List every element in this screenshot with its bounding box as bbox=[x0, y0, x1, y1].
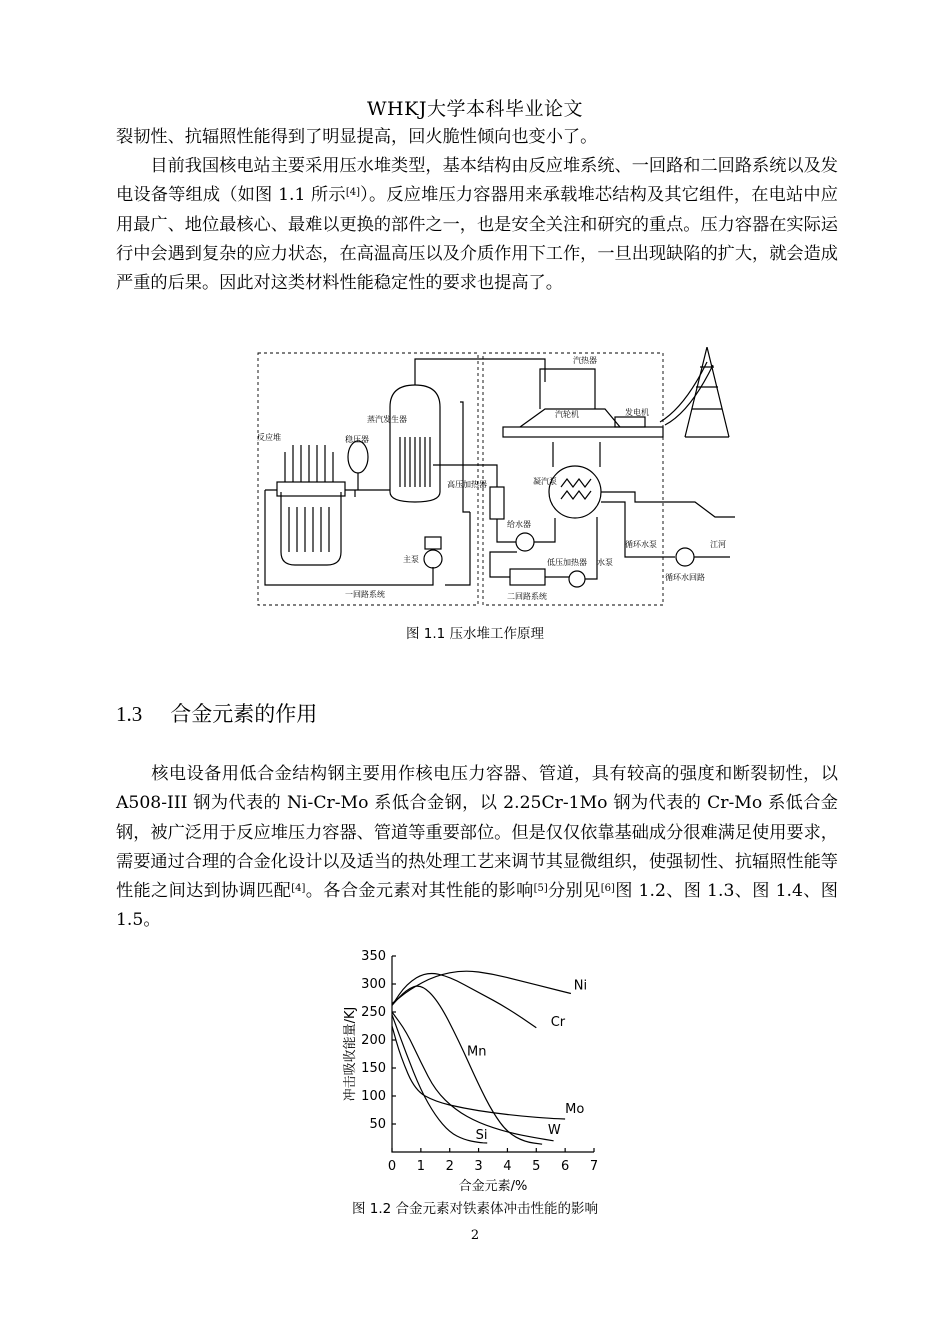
y-tick-label: 150 bbox=[361, 1061, 386, 1076]
paragraph-2: 目前我国核电站主要采用压水堆类型，基本结构由反应堆系统、一回路和二回路系统以及发电设备等组成（如图 1.1 所示[4]）。反应堆压力容器用来承载堆芯结构及其它组件，在电站中应用最广、地位最核心、最难以更换的部件之一，也是安全关注和研究的重点。压力容器在实际运行中会遇到复杂的应力状态，在高温高压以及介质作用下工作，一旦出现缺陷的扩大，就会造成严重的后果。因此对这类材料性能稳定性的要求也提高了。 bbox=[116, 156, 838, 294]
y-axis-label: 冲击吸收能量/KJ bbox=[343, 1006, 358, 1102]
series-label-w: W bbox=[547, 1123, 561, 1139]
label-river: 江河 bbox=[710, 540, 726, 549]
series-label-si: Si bbox=[475, 1128, 488, 1144]
label-steam-generator: 蒸汽发生器 bbox=[367, 415, 407, 424]
y-tick-label: 200 bbox=[361, 1033, 386, 1048]
series-line-mn bbox=[392, 986, 542, 1144]
x-axis-label: 合金元素/% bbox=[458, 1179, 528, 1192]
label-feedwater: 给水器 bbox=[507, 520, 531, 529]
y-tick-label: 300 bbox=[361, 977, 386, 992]
label-main-pump: 主泵 bbox=[403, 555, 419, 564]
label-reactor: 反应堆 bbox=[257, 433, 281, 442]
figure-2-caption: 图 1.2 合金元素对铁素体冲击性能的影响 bbox=[351, 1201, 599, 1217]
paragraph-1: 裂韧性、抗辐照性能得到了明显提高，回火脆性倾向也变小了。 bbox=[116, 127, 598, 147]
series-label-mo: Mo bbox=[565, 1101, 585, 1117]
label-secondary-loop: 二回路系统 bbox=[507, 592, 547, 601]
series-label-cr: Cr bbox=[550, 1015, 566, 1030]
label-generator: 发电机 bbox=[625, 408, 649, 417]
series-line-mo bbox=[392, 1026, 565, 1119]
page-number: 2 bbox=[470, 1228, 480, 1243]
page-header: WHKJ大学本科毕业论文 bbox=[367, 98, 583, 120]
figure-1-caption: 图 1.1 压水堆工作原理 bbox=[405, 626, 545, 642]
y-tick-label: 100 bbox=[361, 1089, 386, 1104]
y-tick-label: 250 bbox=[361, 1005, 386, 1020]
chart-axes bbox=[392, 956, 594, 1152]
series-label-mn: Mn bbox=[467, 1044, 487, 1060]
x-tick-label: 4 bbox=[503, 1159, 512, 1174]
paragraph-3: 核电设备用低合金结构钢主要用作核电压力容器、管道，具有较高的强度和断裂韧性，以 A508-III 钢为代表的 Ni-Cr-Mo 系低合金钢，以 2.25Cr-1Mo 钢为代表的 Cr-Mo 系低合金钢，被广泛用于反应堆压力容器、管道等重要部位。但是仅仅依靠基础成分很难满足使用要求，需要通过合理的合金化设计以及适当的热处理工艺来调节其显微组织，使强韧性、抗辐照性能等性能之间达到协调匹配[4]。各合金元素对其性能的影响[5]分别见[6]图 1.2、图 1.3、图 1.4、图 1.5。 bbox=[116, 764, 838, 931]
x-tick-label: 3 bbox=[474, 1159, 483, 1174]
y-tick-label: 350 bbox=[361, 949, 386, 964]
section-heading: 1.3 合金元素的作用 bbox=[116, 702, 318, 726]
label-lp-heater: 低压加热器 bbox=[547, 558, 587, 567]
label-turbine: 汽轮机 bbox=[555, 410, 579, 419]
x-tick-label: 7 bbox=[589, 1159, 599, 1174]
x-tick-label: 6 bbox=[561, 1159, 570, 1174]
series-line-w bbox=[392, 1012, 554, 1144]
label-superheater: 汽热器 bbox=[573, 356, 597, 365]
label-water-pump: 水泵 bbox=[597, 558, 613, 567]
label-condenser: 凝汽泵 bbox=[533, 477, 557, 486]
series-line-si bbox=[392, 1015, 487, 1143]
label-circ-pump: 循环水泵 bbox=[625, 540, 657, 549]
y-tick-label: 50 bbox=[369, 1117, 386, 1132]
label-hp-heater: 高压加热器 bbox=[447, 480, 487, 489]
pwr-diagram bbox=[255, 347, 735, 609]
x-tick-label: 5 bbox=[532, 1159, 541, 1174]
label-circ-loop: 循环水回路 bbox=[665, 573, 705, 582]
x-tick-label: 0 bbox=[387, 1159, 397, 1174]
series-line-cr bbox=[392, 973, 536, 1027]
x-tick-label: 1 bbox=[416, 1159, 425, 1174]
label-pressurizer: 稳压器 bbox=[345, 435, 369, 444]
series-label-ni: Ni bbox=[573, 978, 588, 994]
x-tick-label: 2 bbox=[445, 1159, 454, 1174]
label-primary-loop: 一回路系统 bbox=[345, 590, 385, 599]
impact-energy-chart bbox=[330, 944, 620, 1192]
